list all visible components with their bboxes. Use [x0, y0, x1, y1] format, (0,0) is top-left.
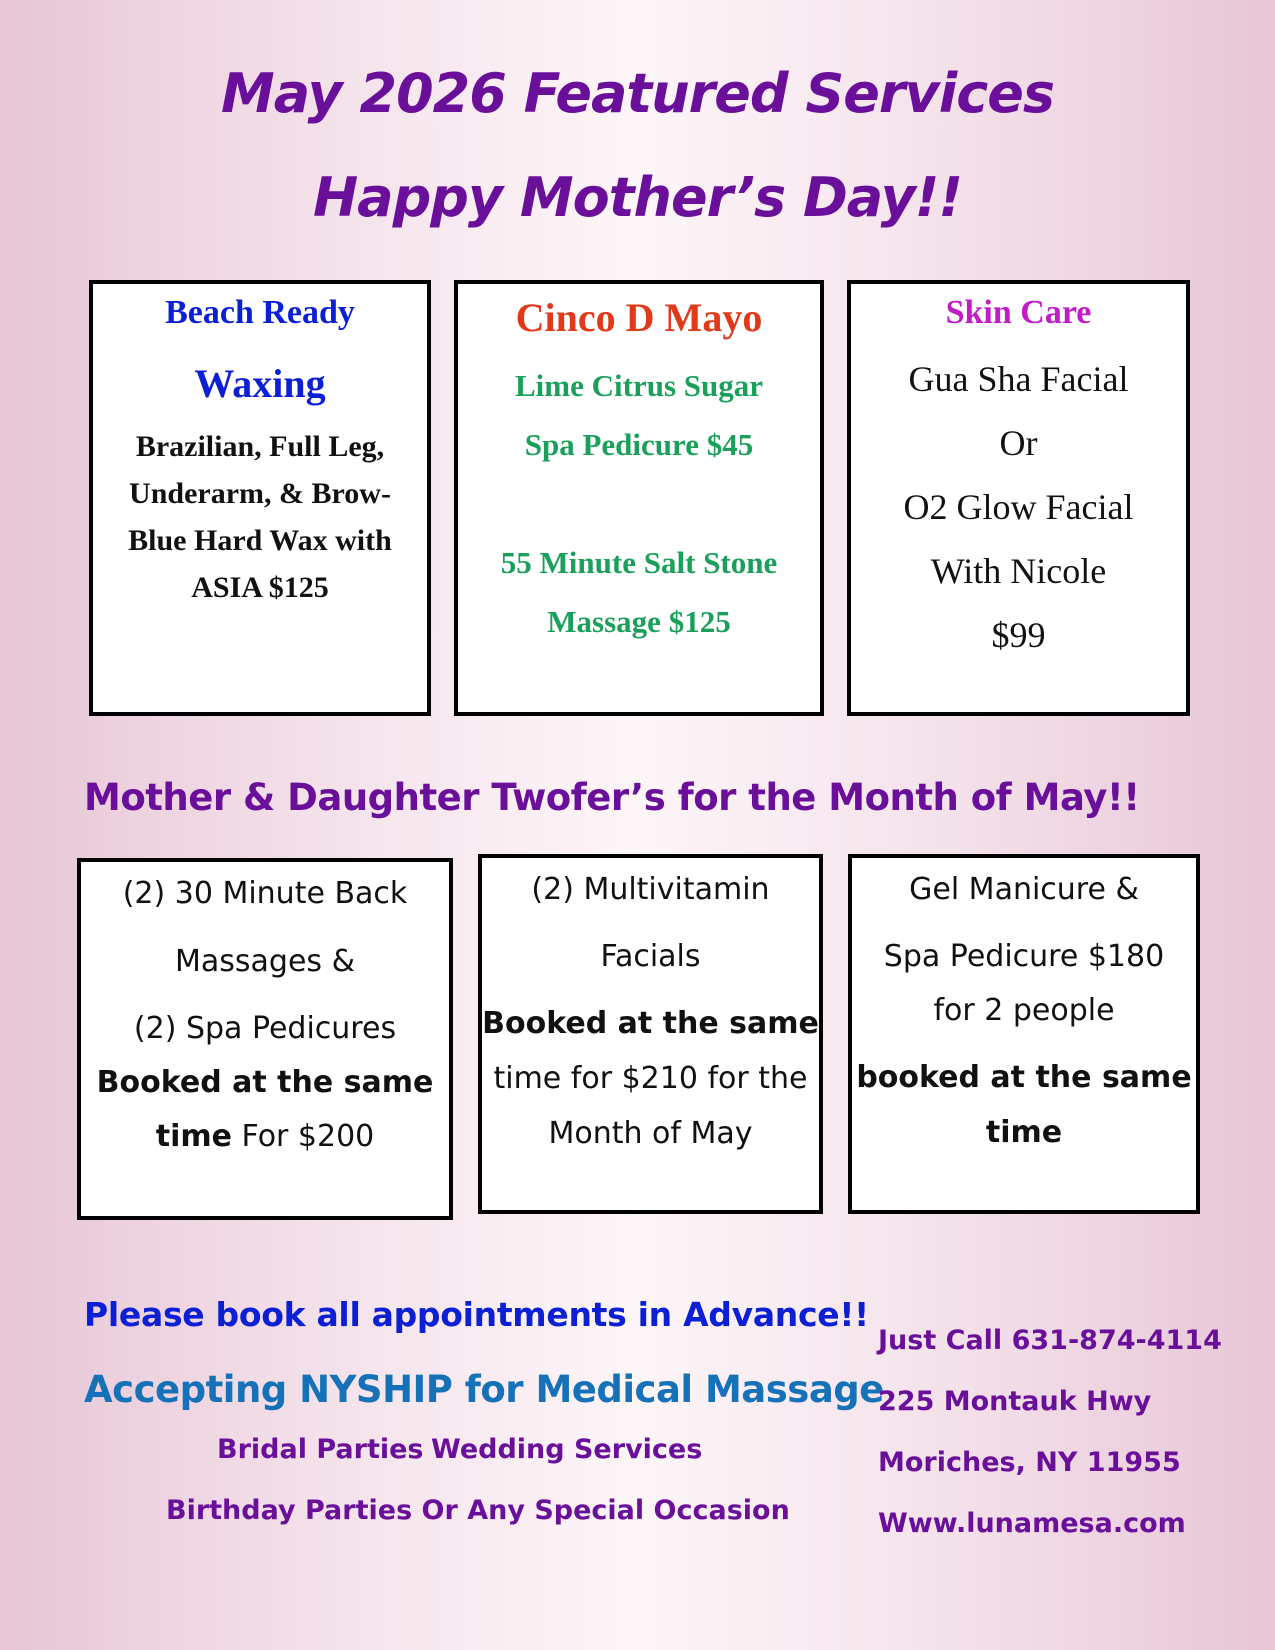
- featured-line: Brazilian, Full Leg,: [135, 430, 385, 463]
- twofer-bold-line: time: [985, 1115, 1063, 1150]
- twofer-line: time for $210 for the: [493, 1061, 808, 1096]
- featured-line: 55 Minute Salt Stone: [500, 545, 778, 580]
- page-title: May 2026 Featured Services: [221, 62, 1054, 125]
- featured-heading: Skin Care: [945, 294, 1092, 331]
- featured-line: ASIA $125: [191, 571, 329, 604]
- twofer-line: (2) Multivitamin: [531, 872, 770, 907]
- bridal-parties: Bridal Parties: [217, 1434, 424, 1465]
- twofer-bold-word: time: [155, 1119, 232, 1154]
- featured-subheading: Waxing: [194, 361, 326, 406]
- twofer-heading: Mother & Daughter Twofer’s for the Month of May!!: [84, 776, 1140, 819]
- featured-heading: Cinco D Mayo: [515, 295, 763, 340]
- featured-box-waxing: [89, 280, 431, 716]
- city-state-zip: Moriches, NY 11955: [878, 1447, 1181, 1478]
- twofer-line: (2) Spa Pedicures: [133, 1011, 397, 1046]
- phone-number: Just Call 631-874-4114: [878, 1325, 1222, 1356]
- twofer-price-line: [81, 1119, 449, 1154]
- featured-heading: Beach Ready: [165, 294, 355, 331]
- twofer-line: (2) 30 Minute Back: [122, 876, 408, 911]
- birthday-parties: Birthday Parties Or Any Special Occasion: [166, 1495, 790, 1526]
- twofer-line: Month of May: [548, 1116, 753, 1151]
- featured-line: Gua Sha Facial: [908, 359, 1129, 399]
- twofer-line: Gel Manicure &: [909, 872, 1139, 907]
- twofer-box-facials: [478, 854, 823, 1214]
- twofer-price: For $200: [231, 1119, 375, 1154]
- page-subtitle: Happy Mother’s Day!!: [312, 166, 963, 229]
- twofer-box-mani-pedi: [848, 854, 1200, 1214]
- street-address: 225 Montauk Hwy: [878, 1386, 1152, 1417]
- featured-line: Underarm, & Brow-: [129, 477, 391, 510]
- featured-box-cinco: [454, 280, 824, 716]
- twofer-line: for 2 people: [933, 993, 1115, 1028]
- featured-line: Spa Pedicure $45: [524, 427, 754, 462]
- twofer-line: Facials: [600, 939, 701, 974]
- twofer-line: Spa Pedicure $180: [883, 939, 1165, 974]
- featured-line: Massage $125: [547, 604, 731, 639]
- twofer-bold-line: Booked at the same: [482, 1006, 819, 1041]
- featured-line: O2 Glow Facial: [903, 487, 1134, 527]
- nyship-note: Accepting NYSHIP for Medical Massage: [84, 1368, 884, 1411]
- featured-line: Blue Hard Wax with: [128, 524, 392, 557]
- book-advance-note: Please book all appointments in Advance!!: [84, 1295, 869, 1334]
- featured-line: $99: [991, 615, 1046, 655]
- twofer-bold-line: booked at the same: [856, 1060, 1192, 1095]
- twofer-line: Massages &: [175, 944, 355, 979]
- featured-box-skin-care: [847, 280, 1190, 716]
- featured-line: Or: [999, 423, 1038, 463]
- wedding-services: Wedding Services: [431, 1434, 703, 1465]
- twofer-box-massage: [77, 858, 453, 1220]
- featured-line: With Nicole: [930, 551, 1107, 591]
- website-link[interactable]: Www.lunamesa.com: [878, 1508, 1186, 1539]
- twofer-bold-line: Booked at the same: [96, 1065, 434, 1100]
- featured-line: Lime Citrus Sugar: [515, 368, 763, 403]
